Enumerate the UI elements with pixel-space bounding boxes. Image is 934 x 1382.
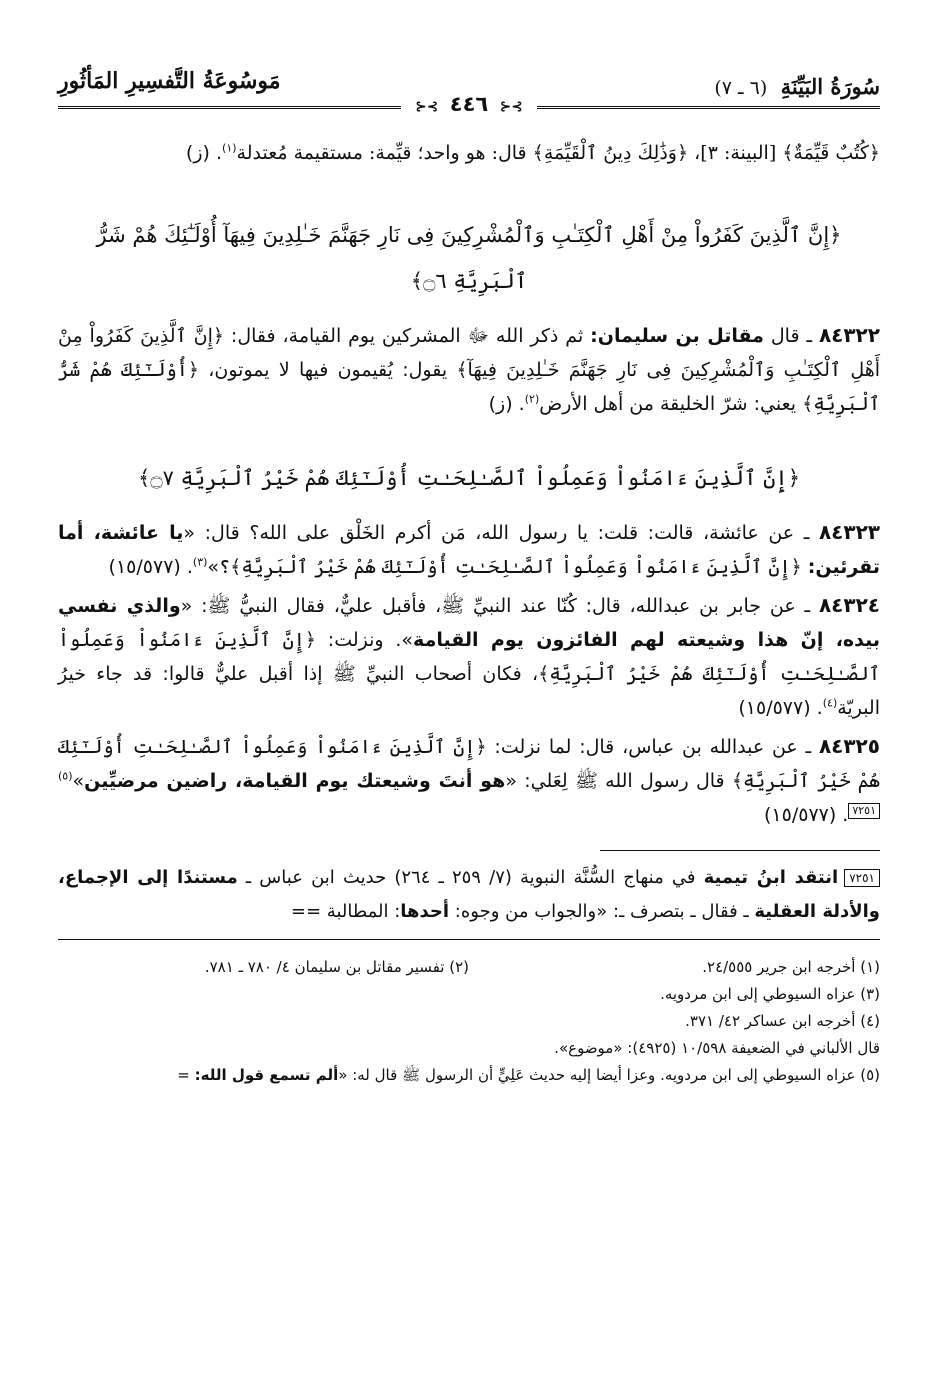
text: (٥) عزاه السيوطي إلى ابن مردويه. وعزا أيضا إليه حديث عَلِيٍّ أن الرسول ﷺ قال له: « [338, 1066, 880, 1084]
text: انتقد ابنُ تيمية [703, 867, 839, 888]
footnote-ref[interactable]: (٤) [822, 696, 838, 710]
prophet-quote: والذي نفسي بيده، إنّ هذا وشيعته لهم الفائزون يوم القيامة [58, 595, 880, 651]
text: = [177, 1066, 195, 1084]
hadith-84324 [58, 588, 880, 725]
hadith-number: ٨٤٣٢٥ [818, 734, 880, 758]
quran-quote: ﴿أُوْلَـٰٓئِكَ هُمْ شَرُّ ٱلْبَرِيَّةِ﴾ [58, 359, 880, 415]
surah-name: سُورَةُ البَيِّنَةِ [780, 74, 880, 99]
page-number-block [401, 92, 537, 116]
hadith-number: ٨٤٣٢٤ [818, 593, 881, 617]
text: مستندًا إلى الإجماع، والأدلة العقلية [58, 867, 880, 922]
quran-quote: ﴿إِنَّ ٱلَّذِينَ ءَامَنُواْ وَعَمِلُواْ ٱلصَّـٰلِحَـٰتِ أُوْلَـٰٓئِكَ هُمْ خَيْرُ ٱلْبَرِيَّةِ﴾ [58, 629, 881, 685]
aya-range: (٦ ـ ٧) [714, 77, 768, 99]
intro-paragraph [58, 136, 880, 170]
footnotes [58, 954, 880, 1089]
quran-quote: ﴿إِنَّ ٱلَّذِينَ ءَامَنُواْ وَعَمِلُواْ ٱلصَّـٰلِحَـٰتِ أُوْلَـٰٓئِكَ هُمْ خَيْرُ ٱلْبَرِيَّةِ﴾ [58, 736, 880, 792]
footnote-row [58, 954, 880, 981]
footnote-4: (٤) أخرجه ابن عساكر ٤٢/ ٣٧١. [685, 1012, 880, 1030]
footnote-1: (١) أخرجه ابن جرير ٢٤/٥٥٥. [702, 958, 880, 976]
tag: . (١٥/٥٧٧) [108, 556, 193, 578]
tag: . (١٥/٥٧٧) [764, 804, 849, 826]
text: ـ فقال ـ بتصرف ـ: «والجواب من وجوه: [449, 901, 755, 922]
footnote-ref[interactable]: (١) [222, 141, 237, 155]
hadith-84322 [58, 318, 880, 421]
ornament-icon: ⊱⊰ [499, 99, 524, 115]
text: ـ عن عائشة، قالت: قلت: يا رسول الله، مَن أكرم الخَلْق على الله؟ قال: « [183, 522, 819, 544]
text: ألم تسمع قول الله: [194, 1066, 339, 1084]
text: ـ عن عبدالله بن عباس، قال: لما نزلت: [486, 736, 819, 758]
narrator-name: مقاتل بن سليمان: [590, 325, 764, 347]
editor-note [58, 861, 880, 929]
footnote-separator [58, 939, 880, 940]
intro-text: ﴿كُتُبٌ قَيِّمَةٌ﴾ [البينة: ٣]، ﴿وَذَٰلِكَ دِينُ ٱلْقَيِّمَةِ﴾ قال: هو واحد؛ قيِّمة: مستقيمة مُعتدلة [236, 142, 880, 164]
text: يقول: يُقيمون فيها لا يموتون، [199, 359, 457, 381]
text: ». ونزلت: [316, 629, 414, 651]
footnote-ref[interactable]: (٥) [58, 769, 73, 783]
hadith-84325 [58, 729, 880, 832]
book-title: مَوسُوعَةُ التَّفسِيرِ المَأثُورِ [58, 68, 281, 94]
quran-quote: ﴿إِنَّ ٱلَّذِينَ ءَامَنُواْ وَعَمِلُواْ ٱلصَّـٰلِحَـٰتِ أُوْلَـٰٓئِكَ هُمْ خَيْرُ ٱلْبَرِيَّةِ﴾؟ [219, 556, 808, 578]
verse-6-line-2: ٱلْبَرِيَّةِ ۝٦﴾ [410, 269, 528, 293]
ornament-icon: ⊱⊰ [414, 99, 439, 115]
editor-note-marker[interactable]: ٧٢٥١ [844, 869, 880, 887]
surah-heading [714, 74, 880, 99]
verse-7: ﴿إِنَّ ٱلَّذِينَ ءَامَنُواْ وَعَمِلُواْ ٱلصَّـٰلِحَـٰتِ أُوْلَـٰٓئِكَ هُمْ خَيْرُ ٱلْبَرِيَّةِ ۝٧﴾ [138, 466, 800, 490]
text: : المطالبة == [290, 901, 401, 922]
prophet-quote: يا عائشة، أما تقرئين: [58, 522, 880, 578]
footnote-4-note: قال الألباني في الضعيفة ١٠/٥٩٨ (٤٩٢٥): «موضوع». [554, 1039, 880, 1057]
text: » [207, 556, 220, 578]
text: ، فكان أصحاب النبيِّ ﷺ إذا أقبل عليٌّ قالوا: قد جاء خيرُ البريّة [58, 663, 880, 719]
page-header [58, 62, 880, 122]
tag: . (ز) [488, 393, 525, 415]
footnote-3: (٣) عزاه السيوطي إلى ابن مردويه. [660, 985, 880, 1003]
text: ـ قال [763, 325, 819, 347]
tag: . (١٥/٥٧٧) [738, 697, 823, 719]
text: في منهاج السُّنَّة النبوية (٧/ ٢٥٩ ـ ٢٦٤) حديث ابن عباس ـ [237, 867, 704, 888]
hadith-number: ٨٤٣٢٢ [818, 323, 880, 347]
footnote-2: (٢) تفسير مقاتل بن سليمان ٤/ ٧٨٠ ـ ٧٨١. [204, 958, 469, 976]
footnote-ref[interactable]: (٢) [524, 392, 540, 406]
editor-note-marker[interactable]: ٧٢٥١ [848, 803, 880, 819]
text: ـ عن جابر بن عبدالله، قال: كُنّا عند النبيِّ ﷺ، فأقبل عليٌّ، فقال النبيُّ ﷺ: « [180, 595, 819, 617]
page [58, 62, 880, 1089]
hadith-number: ٨٤٣٢٣ [818, 520, 880, 544]
prophet-quote: هو أنتَ وشيعتك يوم القيامة، راضين مرضيِّين [84, 770, 506, 792]
text: يعني: شرّ الخليقة من أهل الأرض [539, 393, 803, 415]
footnote-5 [58, 1062, 880, 1089]
quran-quote: ﴿إِنَّ ٱلَّذِينَ كَفَرُواْ مِنْ أَهْلِ ٱلْكِتَـٰبِ وَٱلْمُشْرِكِينَ فِى نَارِ جَهَنَّمَ خَـٰلِدِينَ فِيهَآ﴾ [58, 325, 881, 381]
tag: . (ز) [185, 142, 223, 164]
text: أحدها [400, 901, 450, 922]
text: ثم ذكر الله ﷻ المشركين يوم القيامة، فقال: [224, 325, 591, 347]
text: قال رسول الله ﷺ لِعَلي: « [505, 770, 732, 792]
verse-6-line-1: ﴿إِنَّ ٱلَّذِينَ كَفَرُواْ مِنْ أَهْلِ ٱلْكِتَـٰبِ وَٱلْمُشْرِكِينَ فِى نَارِ جَهَنَّمَ خَـٰلِدِينَ فِيهَآ أُوْلَـٰٓئِكَ هُمْ شَرُّ [96, 223, 842, 247]
hadith-84323 [58, 515, 880, 584]
footnote-ref[interactable]: (٣) [192, 555, 208, 569]
page-number: ٤٤٦ [449, 92, 489, 116]
text: » [72, 770, 85, 792]
